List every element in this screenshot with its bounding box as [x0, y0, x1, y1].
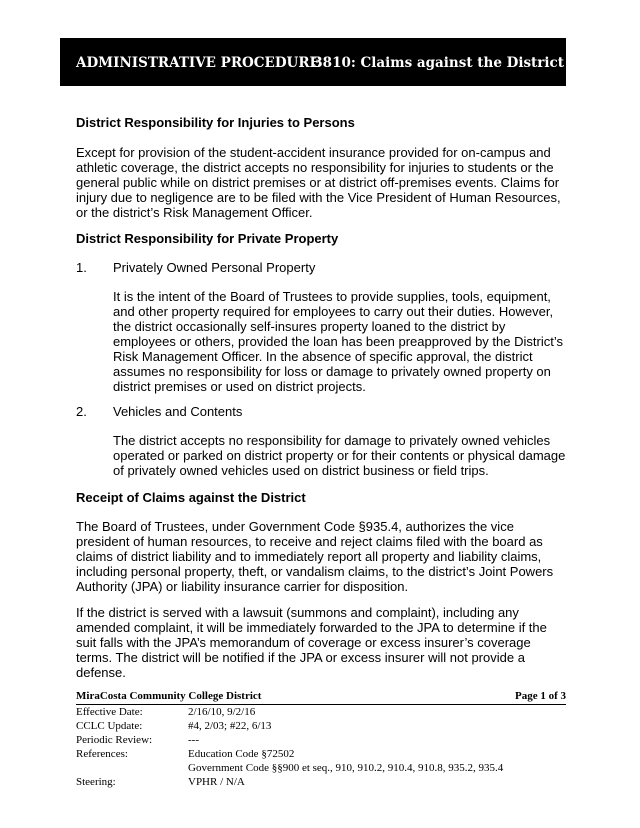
- meta-row-periodic-review: [76, 733, 566, 747]
- page-number: Page 1 of 3: [514, 690, 566, 702]
- section-paragraph-injuries: Except for provision of the student-accident insurance provided for on-campus and athletic coverage, the district accepts no responsibility for injuries to students or the general public while on district premises or at district off-premises events. Claims for injury due to negligence are to be filed with the Vice President of Human Resources, or the district’s Risk Management Officer.: [76, 145, 561, 220]
- meta-row-effective-date: [76, 705, 566, 719]
- section-paragraph-receipt-2: If the district is served with a lawsuit (summons and complaint), including any amended complaint, it will be immediately forwarded to the JPA to determine if the suit falls with the JPA’s memorandum of coverage or excess insurer’s coverage terms. The district will be notified if the JPA or excess insurer will not provide a defense.: [76, 605, 547, 680]
- meta-row-steering: [76, 775, 566, 789]
- meta-value: ---: [188, 734, 199, 746]
- header-bar: [60, 38, 566, 86]
- meta-label: Periodic Review:: [76, 734, 153, 746]
- list-item-1-paragraph: It is the intent of the Board of Trustees to provide supplies, tools, equipment, and other property required for employees to carry out their duties. However, the district occasionally self-insures property loaned to the district by employees or others, provided the loan has been preapproved by the District’s Risk Management Officer. In the absence of specific approval, the district assumes no responsibility for loss or damage to privately owned property on district premises or used on district projects.: [113, 289, 563, 394]
- footer-org-name: MiraCosta Community College District: [76, 690, 262, 702]
- meta-row-cclc-update: [76, 719, 566, 733]
- meta-value: Education Code §72502: [188, 748, 295, 760]
- document-footer: [76, 690, 566, 789]
- section-heading-injuries: District Responsibility for Injuries to Persons: [76, 115, 355, 130]
- list-item-number: 2.: [76, 404, 87, 419]
- meta-value: 2/16/10, 9/2/16: [188, 706, 256, 718]
- meta-row-references: [76, 747, 566, 761]
- meta-value: Government Code §§900 et seq., 910, 910.2, 910.4, 910.8, 935.2, 935.4: [188, 762, 504, 774]
- section-heading-receipt-of-claims: Receipt of Claims against the District: [76, 490, 306, 505]
- section-heading-private-property: District Responsibility for Private Property: [76, 231, 339, 246]
- meta-label: Steering:: [76, 776, 116, 788]
- footer-title-row: [76, 690, 566, 705]
- meta-value: VPHR / N/A: [188, 776, 245, 788]
- list-item-2-paragraph: The district accepts no responsibility for damage to privately owned vehicles operated or parked on district property or for their contents or physical damage of privately owned vehicles used on district business or field trips.: [113, 433, 566, 478]
- list-item-1: [76, 260, 576, 276]
- meta-label: Effective Date:: [76, 706, 143, 718]
- procedure-type-title: ADMINISTRATIVE PROCEDURE: [76, 55, 320, 71]
- list-item-number: 1.: [76, 260, 87, 275]
- meta-label: References:: [76, 748, 128, 760]
- list-item-title: Vehicles and Contents: [113, 404, 243, 419]
- list-item-title: Privately Owned Personal Property: [113, 260, 316, 275]
- meta-value: #4, 2/03; #22, 6/13: [188, 720, 272, 732]
- list-item-2: [76, 404, 576, 420]
- meta-label: CCLC Update:: [76, 720, 143, 732]
- procedure-number-title: 3810: Claims against the District: [313, 55, 564, 71]
- meta-row-references-continued: [76, 761, 566, 775]
- section-paragraph-receipt-1: The Board of Trustees, under Government Code §935.4, authorizes the vice president of human resources, to receive and reject claims filed with the board as claims of district liability and to immediately report all property and liability claims, including personal property, theft, or vandalism claims, to the district’s Joint Powers Authority (JPA) or liability insurance carrier for disposition.: [76, 519, 554, 594]
